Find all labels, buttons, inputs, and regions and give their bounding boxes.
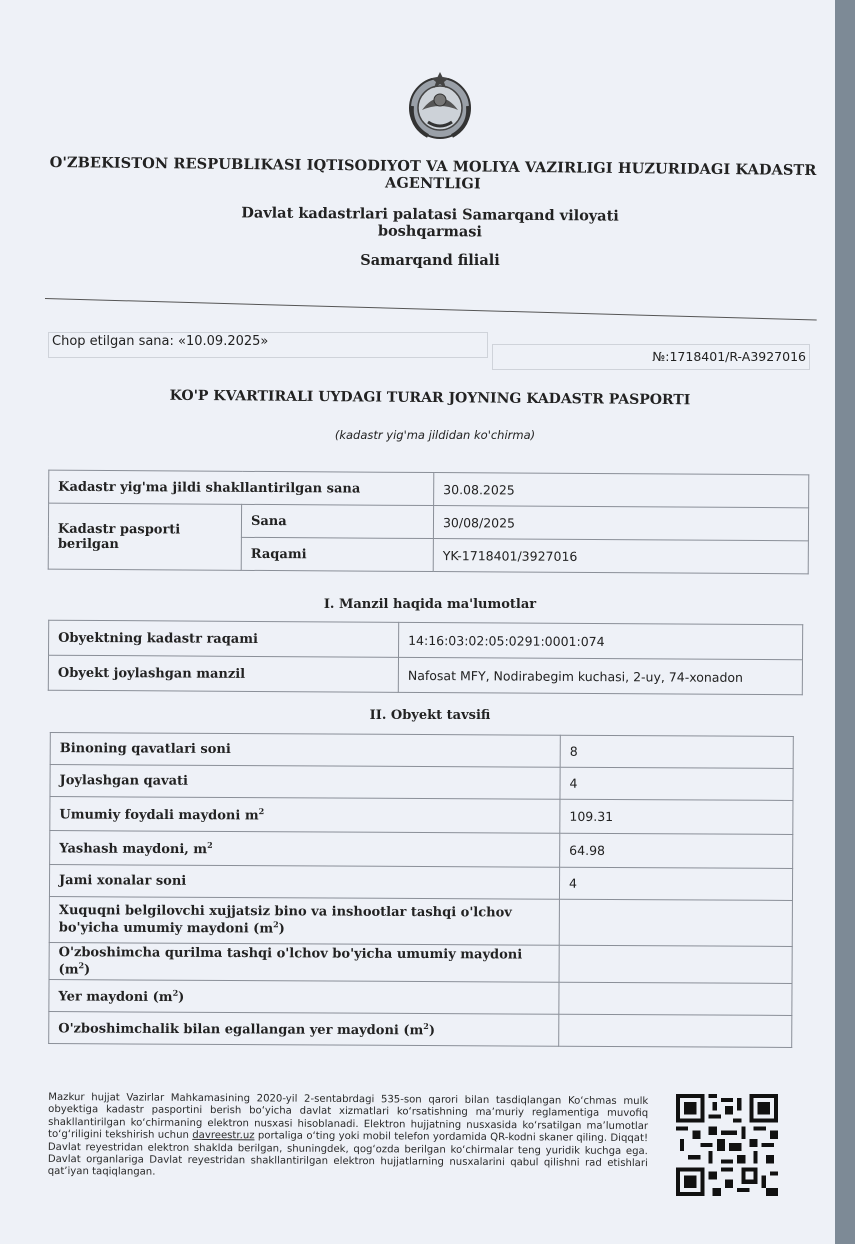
table-row: [50, 765, 793, 801]
cadastre-number-label: Obyektning kadastr raqami: [49, 620, 399, 657]
section-address-title: I. Manzil haqida ma'lumotlar: [323, 597, 537, 612]
table-row: [50, 733, 793, 769]
agency-title: O'ZBEKISTON RESPUBLIKASI IQTISODIYOT VA MOLIYA VAZIRLIGI HUZURIDAGI KADASTR AGENTLIGI: [49, 153, 817, 193]
document-title: KO'P KVARTIRALI UYDAGI TURAR JOYNING KADASTR PASPORTI: [169, 387, 691, 409]
living-area-value: 64.98: [560, 833, 793, 868]
unauthorized-build-area-label: O'zboshimcha qurilma tashqi o'lchov bo'yicha umumiy maydoni $(m^2)$: [49, 943, 559, 983]
table-row: [50, 797, 793, 835]
passport-info-table: [48, 470, 810, 575]
table-row: [49, 1012, 792, 1048]
floor-value: 4: [560, 767, 793, 800]
rooms-count-label: Jami xonalar soni: [49, 865, 559, 900]
table-row: [49, 980, 792, 1016]
table-row: [49, 943, 792, 984]
cadastre-number-value: 14:16:03:02:05:0291:0001:074: [399, 622, 803, 659]
floor-label: Joylashgan qavati: [50, 765, 560, 800]
object-description-table: [48, 732, 794, 1048]
address-value: Nafosat MFY, Nodirabegim kuchasi, 2-uy, 74-xonadon: [398, 657, 802, 694]
occupied-land-area-label: O'zboshimchalik bilan egallangan yer maydoni $(m^2)$: [49, 1012, 559, 1047]
total-area-value: 109.31: [560, 799, 793, 834]
document-number: №:1718401/R-A3927016: [492, 344, 810, 370]
sana-label: Sana: [241, 504, 433, 538]
undocumented-area-value: [559, 899, 792, 946]
qr-code-icon[interactable]: [676, 1094, 778, 1196]
issued-label: Kadastr pasporti berilgan: [48, 503, 241, 570]
unauthorized-build-area-value: [559, 945, 792, 984]
table-row: [49, 620, 803, 660]
land-area-value: [559, 983, 792, 1016]
rooms-count-value: 4: [559, 867, 792, 900]
undocumented-area-label: Xuquqni belgilovchi xujjatsiz bino va inshootlar tashqi o'lchov bo'yicha umumiy maydoni $(m^2)$: [49, 897, 559, 946]
legal-note: Mazkur hujjat Vazirlar Mahkamasining 2020-yil 2-sentabrdagi 535-son qarori bilan tasdiqlangan Ko‘chmas mulk obyektiga kadastr pasportini berish bo‘yicha davlat xizmatlari ko‘rsatishning ma’muriy reglamentiga muvofiq shakllantirilgan ko‘chirmaning elektron nusxasi hisoblanadi. Elektron hujjatning nusxasida ko‘rsatilgan ma’lumotlar to‘g‘riligini tekshirish uchun davreestr.uz portaliga o‘ting yoki mobil telefon yordamida QR-kodni skaner qiling. Diqqat! Davlat reyestridan elektron shaklda berilgan, shuningdek, qog‘ozda berilgan ko‘chirmalar teng yuridik kuchga ega. Davlat organlariga Davlat reyestridan shakllantirilgan elektron hujjatlarning nusxalarini qabul qilishni rad etishlari qat’iyan taqiqlangan.: [47, 1091, 649, 1179]
table-row: [48, 655, 802, 695]
address-table: [48, 620, 803, 696]
formed-date-label: Kadastr yig'ma jildi shakllantirilgan sana: [49, 470, 434, 505]
living-area-label: Yashash maydoni, $m^2$: [50, 831, 560, 868]
raqam-label: Raqami: [241, 537, 433, 571]
document-subtitle: (kadastr yig'ma jildidan ko'chirma): [334, 428, 536, 442]
header-divider: [45, 298, 817, 321]
address-label: Obyekt joylashgan manzil: [48, 655, 398, 692]
section-object-title: II. Obyekt tavsifi: [369, 708, 491, 723]
table-row: [50, 831, 793, 869]
print-date: Chop etilgan sana: «10.09.2025»: [48, 332, 488, 358]
filial-title: Samarqand filiali: [360, 252, 500, 269]
palata-title: Davlat kadastrlari palatasi Samarqand viloyati boshqarmasi: [241, 204, 619, 241]
total-area-label: Umumiy foydali maydoni $m^2$: [50, 797, 560, 834]
land-area-label: Yer maydoni $(m^2)$: [49, 980, 559, 1015]
table-row: [49, 897, 792, 947]
floors-count-value: 8: [560, 735, 793, 768]
floors-count-label: Binoning qavatlari soni: [50, 733, 560, 768]
state-emblem-icon: [400, 66, 480, 146]
sana-value: 30/08/2025: [433, 506, 808, 541]
davreestr-link[interactable]: davreestr.uz: [192, 1130, 255, 1142]
table-row: [49, 865, 792, 901]
occupied-land-area-value: [559, 1015, 792, 1048]
raqam-value: YK-1718401/3927016: [433, 539, 808, 574]
formed-date-value: 30.08.2025: [434, 473, 809, 508]
